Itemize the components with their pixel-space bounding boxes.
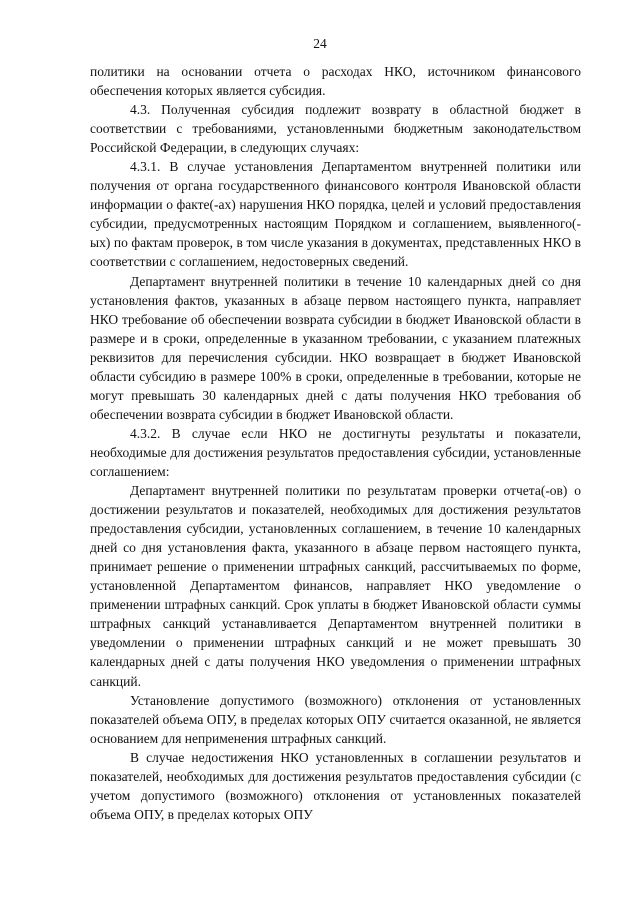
paragraph-return-requirement: Департамент внутренней политики в течение 10 календарных дней со дня установления фактов, указанных в абзаце первом настоящего пункта, направляет НКО требование об обеспечении возврата субсидии в бюджет Ивановской области в размере и в сроки, определенные в указанном требовании, с указанием платежных реквизитов для перечисления субсидии. НКО возвращает в бюджет Ивановской области субсидию в размере 100% в сроки, определенные в требовании, которые не могут превышать 30 календарных дней с даты получения НКО требования об обеспечении возврата субсидии в бюджет Ивановской области. [90,273,581,422]
paragraph-deviation: Установление допустимого (возможного) отклонения от установленных показателей объема ОПУ, в пределах которых ОПУ считается оказанной, не является основанием для неприменения штрафных санкций. [90,692,581,746]
page-number: 24 [313,36,327,51]
paragraph-4-3-1: 4.3.1. В случае установления Департаментом внутренней политики или получения от органа государственного финансового контроля Ивановской области информации о факте(-ах) нарушения НКО порядка, целей и условий предоставления субсидии, предусмотренных настоящим Порядком и соглашением, выявленного(-ых) по фактам проверок, в том числе указания в документах, представленных НКО в соответствии с соглашением, недостоверных сведений. [90,159,581,270]
paragraph-non-achievement: В случае недостижения НКО установленных в соглашении результатов и показателей, необходимых для достижения результатов предоставления субсидии (с учетом допустимого (возможного) отклонения от установленных показателей объема ОПУ, в пределах которых ОПУ [90,749,581,822]
paragraph-4-3: 4.3. Полученная субсидия подлежит возврату в областной бюджет в соответствии с требованиями, установленными бюджетным законодательством Российской Федерации, в следующих случаях: [90,102,581,156]
paragraph-4-3-2: 4.3.2. В случае если НКО не достигнуты результаты и показатели, необходимые для достижения результатов предоставления субсидии, установленные соглашением: [90,425,581,479]
document-body [90,62,581,824]
paragraph-continuation: политики на основании отчета о расходах НКО, источником финансового обеспечения которых является субсидия. [90,64,581,99]
paragraph-penalty-decision: Департамент внутренней политики по результатам проверки отчета(-ов) о достижении результатов и показателей, необходимых для достижения результатов предоставления субсидии, установленных соглашением, в течение 10 календарных дней со дня установления факта, указанного в абзаце первом настоящего пункта, принимает решение о применении штрафных санкций, рассчитываемых по форме, установленной Департаментом финансов, направляет НКО уведомление о применении штрафных санкций. Срок уплаты в бюджет Ивановской области суммы штрафных санкций устанавливается Департаментом внутренней политики в уведомлении о применении штрафных санкций и не может превышать 30 календарных дней с даты получения НКО уведомления о применении штрафных санкций. [90,483,581,689]
